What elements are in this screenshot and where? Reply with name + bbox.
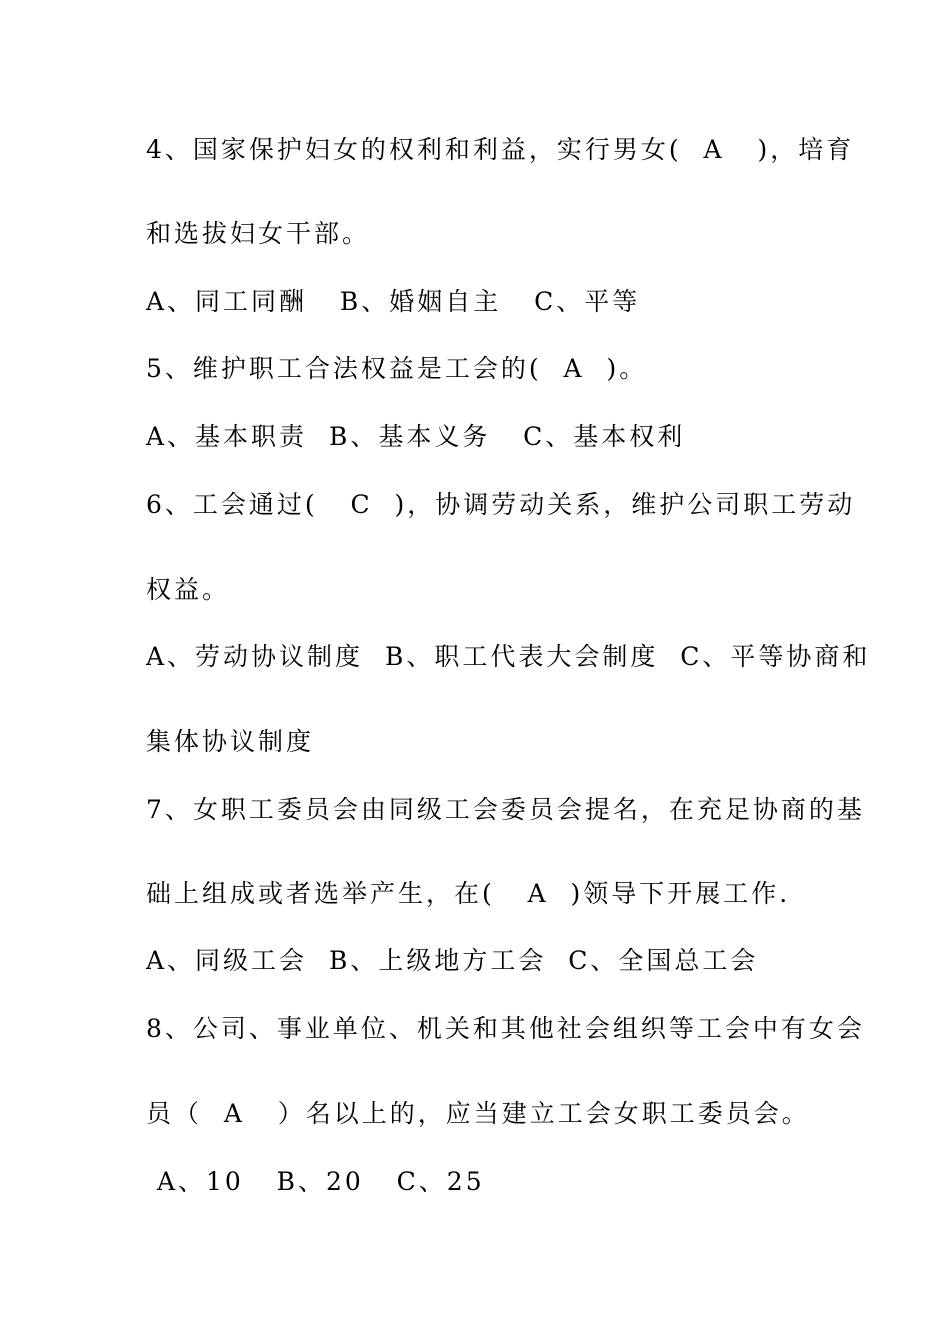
question-4-line-2: 和选拔妇女干部。 xyxy=(146,219,371,248)
question-4-line-1: 4、国家保护妇女的权利和利益，实行男女( A )，培育 xyxy=(146,135,855,164)
question-6-options-line-1: A、劳动协议制度 B、职工代表大会制度 C、平等协商和 xyxy=(146,642,871,671)
question-8-line-1: 8、公司、事业单位、机关和其他社会组织等工会中有女会 xyxy=(146,1014,865,1043)
question-7-line-1: 7、女职工委员会由同级工会委员会提名，在充足协商的基 xyxy=(146,795,865,824)
question-8-options: A、10 B、20 C、25 xyxy=(146,1167,485,1196)
question-6-line-2: 权益。 xyxy=(146,575,231,604)
question-4-options: A、同工同酬 B、婚姻自主 C、平等 xyxy=(146,287,641,316)
question-6-options-line-2: 集体协议制度 xyxy=(146,727,315,756)
question-6-line-1: 6、工会通过( C )，协调劳动关系，维护公司职工劳动 xyxy=(146,490,856,519)
question-7-options: A、同级工会 B、上级地方工会 C、全国总工会 xyxy=(146,946,759,975)
question-7-line-2: 础上组成或者选举产生，在( A )领导下开展工作. xyxy=(146,879,791,908)
question-5-line-1: 5、维护职工合法权益是工会的( A )。 xyxy=(146,354,648,383)
question-5-options: A、基本职责 B、基本义务 C、基本权利 xyxy=(146,422,686,451)
question-8-line-2: 员（ A ）名以上的，应当建立工会女职工委员会。 xyxy=(146,1099,810,1128)
